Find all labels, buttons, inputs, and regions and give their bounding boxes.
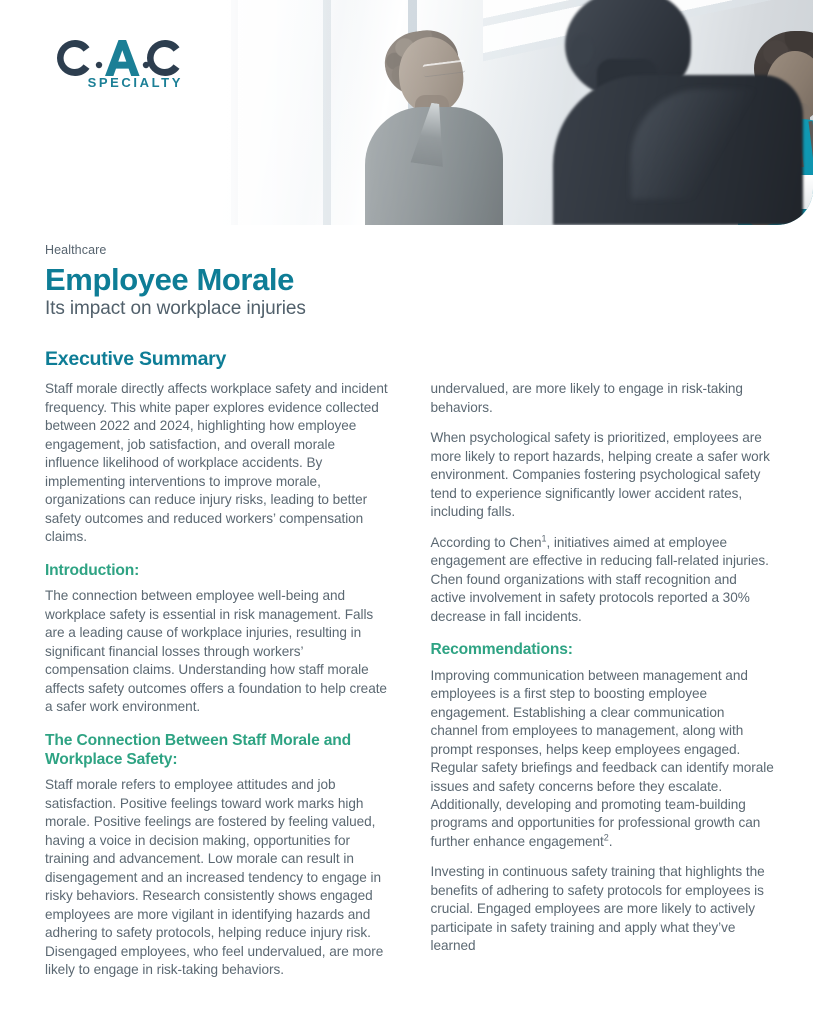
photo-left-fade [183,0,813,225]
recommendations-text-pre: Improving communication between management and employees is a first step to boosting employee engagement. Establishing a clear communication channel from employees to management, along with prompt responses, helps keep employees engaged. Regular safety briefings and feedback can identify morale issues and safety concerns before they escalate. Additionally, developing and promoting team-building programs and opportunities for professional growth can further enhance engagement [430,667,774,849]
two-column-layout [45,380,775,979]
footnote-marker-1: 1 [541,533,547,544]
recommendations-paragraph-2: Investing in continuous safety training that highlights the benefits of adhering to safety protocols for employees is crucial. Engaged employees are more likely to actively participate in safety training and apply what they’ve learned [430,864,765,954]
footnote-marker-2: 2 [603,832,609,843]
section-heading-connection: The Connection Between Staff Morale and Workplace Safety: [45,731,352,768]
logo-letter-a [105,40,140,76]
logo-letter-c-right [147,40,180,76]
recommendations-text-post: . [608,833,613,849]
logo-wordmark-specialty: SPECIALTY [87,75,183,88]
page-subtitle: Its impact on workplace injuries [45,298,306,320]
recommendations-paragraph-1 [431,667,776,852]
chen-citation-post: , initiatives aimed at employee engagement are effective in reducing fall-related injuries. Chen found organizations with staff recognition and active involvement in safety protocols reported a 30% decrease in fall incidents. [430,534,769,624]
connection-paragraph-1: Staff morale refers to employee attitudes and job satisfaction. Positive feelings toward work marks high morale. Positive feelings are fostered by feeling valued, having a voice in decision making, opportunities for training and advancement. Low morale can result in disengagement and an increased tendency to engage in risky behaviors. Research consistently shows engaged employees are more vigilant in identifying hazards and adhering to safety protocols, helping reduce injury risk. Disengaged employees, who feel undervalued, are more likely to engage in risk-taking behaviors. [45,777,384,978]
section-heading-recommendations: Recommendations: [430,641,573,659]
logo-mark [45,32,185,88]
section-heading-introduction: Introduction: [45,561,140,579]
cac-specialty-logo [45,32,185,88]
document-body [45,243,775,980]
connection-paragraph-2: When psychological safety is prioritized, employees are more likely to report hazards, helping create a safer work environment. Companies fostering psychological safety tend to experience significantly lower accident rates, including falls. [430,430,770,520]
page-title: Employee Morale [45,262,294,297]
chen-citation-pre: According to Chen [430,534,542,550]
introduction-paragraph: The connection between employee well-being and workplace safety is essential in risk management. Falls are a leading cause of workplace injuries, resulting in significant financial losses through workers’ compensation claims. Understanding how staff morale affects safety outcomes offers a foundation to help create a safer work environment. [45,588,387,715]
connection-paragraph-1-continued: undervalued, are more likely to engage in risk-taking behaviors. [430,381,743,415]
logo-letter-c-left [57,40,90,76]
column-right [431,380,776,979]
category-eyebrow: Healthcare [45,243,107,257]
connection-paragraph-3 [431,534,776,626]
column-left [45,380,390,979]
executive-summary-paragraph: Staff morale directly affects workplace safety and incident frequency. This white paper explores evidence collected between 2022 and 2024, highlighting how employee engagement, job satisfaction, and overall morale influence likelihood of workplace accidents. By implementing interventions to improve morale, organizations can reduce injury risks, leading to better safety outcomes and reduced workers’ compensation claims. [45,381,388,545]
hero-photo [183,0,813,225]
section-heading-executive-summary: Executive Summary [45,348,227,371]
logo-dot-1 [96,62,102,68]
